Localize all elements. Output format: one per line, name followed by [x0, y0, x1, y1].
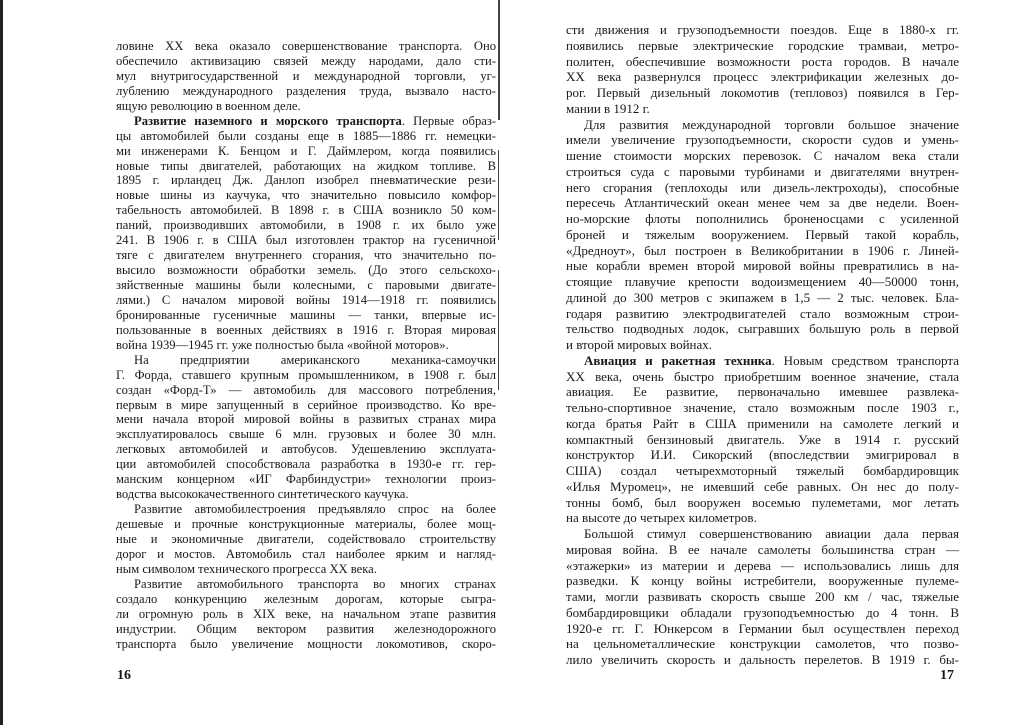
- text-line: война 1939—1945 гг. уже полностью была «войной моторов».: [116, 337, 449, 352]
- text-line: тонны бомб, был вооружен восемью пулеметами, мог летать: [566, 494, 959, 510]
- text-line: XX века, очень быстро приобретшим военное значение, стала: [566, 368, 959, 384]
- text-line: «Илья Муромец», не имевший себе равных. Он нес до полу-: [566, 478, 959, 494]
- text-line: табельность автомобилей. В 1898 г. в США возникло 50 ком-: [116, 203, 496, 218]
- text-line: но-морские флоты пополнились броненосцами с усиленной: [566, 211, 959, 226]
- scan-edge: [0, 0, 3, 725]
- text-line: транспорта было увеличение мощности локомотивов, скоро-: [116, 636, 496, 651]
- right-page: [566, 22, 959, 668]
- paragraph: [566, 117, 959, 353]
- text-line: манским концерном «ИГ Фарбиндустри» технологии произ-: [116, 472, 496, 487]
- left-page: [116, 39, 496, 651]
- text-line: новые шины из каучука, что значительно повысило комфор-: [116, 188, 496, 203]
- text-line: авиация. Ее развитие, первоначально имевшее развлека-: [566, 384, 959, 400]
- text-line: разведки. К концу войны истребители, вооруженные пулеме-: [566, 573, 959, 589]
- gutter-shadow: [498, 0, 500, 120]
- text-line: 1920-е гг. Г. Юнкерсом в Германии был осуществлен переход: [566, 620, 959, 636]
- text-line: мировая война. В ее начале самолеты большинства стран —: [566, 541, 959, 557]
- text-line: «этажерки» из материи и дерева — использовались лишь для: [566, 557, 959, 573]
- text-line: на цельнометаллические конструкции самолетов, что позво-: [566, 636, 959, 652]
- text-line: шение стоимости морских перевозок. С началом века стали: [566, 148, 959, 163]
- text-line: стоящие плавучие крепости водоизмещением 40—50000 тонн,: [566, 274, 959, 289]
- text-line: новые типы двигателей, работающих на жидком топливе. В: [116, 158, 496, 173]
- text-line: и второй мировых войнах.: [566, 337, 713, 352]
- text-line: ные и экономичные двигатели, содействовало строительству: [116, 531, 496, 546]
- text-line: индустрии. Общим вектором развития железнодорожного: [116, 621, 496, 636]
- text-line: тельно-спортивное значение, стало возможным после 1903 г.,: [566, 400, 959, 415]
- text-line: Развитие автомобилестроения предъявляло спрос на более: [134, 502, 496, 517]
- page-number-right: 17: [940, 668, 954, 683]
- text-line: ции автомобилей способствовала разработка в 1930-е гг. гер-: [116, 457, 496, 472]
- text-line: Г. Форда, ставшего крупным промышленником, в 1908 г. был: [116, 367, 496, 382]
- text-line: создан «Форд-Т» — автомобиль для массового потребления,: [116, 382, 496, 397]
- text-line: Развитие автомобильного транспорта во многих странах: [134, 576, 496, 591]
- text-line: имели увеличение грузоподъемности, скорости судов и умень-: [566, 132, 959, 148]
- text-line: строиться суда с паровыми турбинами и двигателями внутрен-: [566, 163, 959, 179]
- text-line: эксплуатировалось свыше 6 млн. грузовых и более 30 млн.: [116, 427, 496, 442]
- text-line: сти движения и грузоподъемности поездов. Еще в 1880-х гг.: [566, 22, 959, 37]
- text-line: дорог и мостов. Автомобиль стал наиболее ярким и нагляд-: [116, 546, 496, 561]
- text-line: тяге с двигателем внутреннего сгорания, что значительно по-: [116, 248, 496, 263]
- text-line: паний, производивших автомобили, в 1908 г. их было уже: [116, 218, 496, 233]
- text-line: когда братья Райт в США применили на самолете легкий и: [566, 415, 959, 431]
- text-line: [566, 353, 959, 369]
- text-line: лублению международного разделения труда, вызвало насто-: [116, 83, 496, 98]
- paragraph: [116, 502, 496, 577]
- text-line: него сгорания (теплоходы или дизель-лектроходы), способные: [566, 179, 959, 195]
- text-line: На предприятии американского механика-самоучки: [134, 352, 496, 367]
- text-line: 241. В 1906 г. в США был изготовлен трактор на гусеничной: [116, 233, 496, 248]
- text-line: рог. Первый дизельный локомотив (тепловоз) появился в Гер-: [566, 85, 959, 100]
- text-line-rest: . Новым средством транспорта: [771, 352, 959, 368]
- section-heading: Авиация и ракетная техника: [584, 352, 772, 368]
- text-line: 1895 г. ирландец Дж. Данлоп изобрел пневматические рези-: [116, 173, 496, 188]
- text-line: тами, могли развивать скорость свыше 200 км / час, тяжелые: [566, 589, 959, 604]
- gutter-shadow: [498, 150, 499, 240]
- text-line: цы автомобилей были созданы еще в 1885—1886 гг. немецки-: [116, 128, 496, 143]
- text-line: обеспечило активизацию связей между народами, дало сти-: [116, 53, 496, 68]
- text-line: XX века развернулся процесс электрификации железных до-: [566, 69, 959, 85]
- paragraph: [566, 353, 959, 526]
- text-line: ным символом технического прогресса XX века.: [116, 561, 377, 576]
- text-line: броней и тяжелым вооружением. Первый такой корабль,: [566, 226, 959, 242]
- text-line: Для развития международной торговли большое значение: [584, 116, 959, 132]
- text-line: длиной до 300 метров с экипажем в 1,5 — 2 тыс. человек. Бла-: [566, 289, 959, 305]
- paragraph: [566, 22, 959, 117]
- text-line: политен, обеспечившие возможности роста городов. В начале: [566, 53, 959, 69]
- text-line: Большой стимул совершенствованию авиации дала первая: [584, 526, 959, 541]
- text-line: бомбардировщики обладали грузоподъемностью до 4 тонн. В: [566, 604, 959, 620]
- text-line: мени начала второй мировой войны в развитых странах мира: [116, 412, 496, 427]
- text-line: создало конкуренцию железным дорогам, которые сыгра-: [116, 591, 496, 606]
- text-line: ящую революцию в военном деле.: [116, 98, 301, 113]
- text-line: первым в мире запущенный в серийное производство. Ко вре-: [116, 397, 496, 412]
- text-line: появились первые электрические городские трамваи, метро-: [566, 37, 959, 53]
- text-line: зяйственные машины были колесными, с паровыми двигате-: [116, 278, 496, 292]
- text-line-rest: . Первые образ-: [401, 113, 497, 128]
- text-line: «Дредноут», был построен в Великобритании в 1906 г. Линей-: [566, 242, 959, 258]
- text-line: США) создал четырехмоторный тяжелый бомбардировщик: [566, 463, 959, 478]
- page-number-left: 16: [117, 668, 131, 683]
- paragraph: [116, 114, 496, 353]
- text-line: ные корабли времен второй мировой войны превратились в на-: [566, 258, 959, 274]
- paragraph: [116, 39, 496, 114]
- text-line: бронированные гусеничные машины — танки, впервые ис-: [116, 307, 496, 322]
- text-line: легковых автомобилей и автобусов. Удешевлению эксплуата-: [116, 442, 496, 457]
- paragraph: [116, 353, 496, 502]
- text-line: дешевые и прочные конструкционные материалы, более мощ-: [116, 517, 496, 531]
- text-line: тельство подводных лодок, сыгравших большую роль в первой: [566, 321, 959, 337]
- text-line: компактный бензиновый двигатель. Уже в 1914 г. русский: [566, 431, 959, 447]
- text-line: годаря развитию электродвигателей стало возможным строи-: [566, 305, 959, 321]
- text-line: пользованные в военных действиях в 1916 г. Вторая мировая: [116, 322, 496, 337]
- text-line: пересечь Атлантический океан менее чем за две недели. Воен-: [566, 195, 959, 211]
- text-line: мул внутригосударственной и международной торговли, уг-: [116, 68, 496, 83]
- text-line: лило увеличить скорость и дальность перелетов. В 1919 г. бы-: [566, 652, 959, 667]
- text-line: ли огромную роль в XIX веке, на начальном этапе развития: [116, 606, 496, 621]
- text-line: ловине XX века оказало совершенствование транспорта. Оно: [116, 39, 496, 53]
- gutter-shadow: [498, 270, 499, 390]
- text-line: [116, 114, 496, 129]
- section-heading: Развитие наземного и морского транспорта: [134, 113, 402, 128]
- text-line: мании в 1912 г.: [566, 100, 650, 116]
- text-line: на высоте до четырех километров.: [566, 510, 757, 526]
- text-line: ми инженерами К. Бенцом и Г. Даймлером, когда появились: [116, 143, 496, 158]
- text-line: конструктор И.И. Сикорский (впоследствии эмигрировал в: [566, 447, 959, 463]
- paragraph: [116, 577, 496, 652]
- paragraph: [566, 526, 959, 668]
- text-line: водства высококачественного синтетического каучука.: [116, 487, 409, 502]
- text-line: лями.) С началом мировой войны 1914—1918 гг. появились: [116, 292, 496, 307]
- text-line: высило возможности обработки земель. (До этого сельскохо-: [116, 263, 496, 278]
